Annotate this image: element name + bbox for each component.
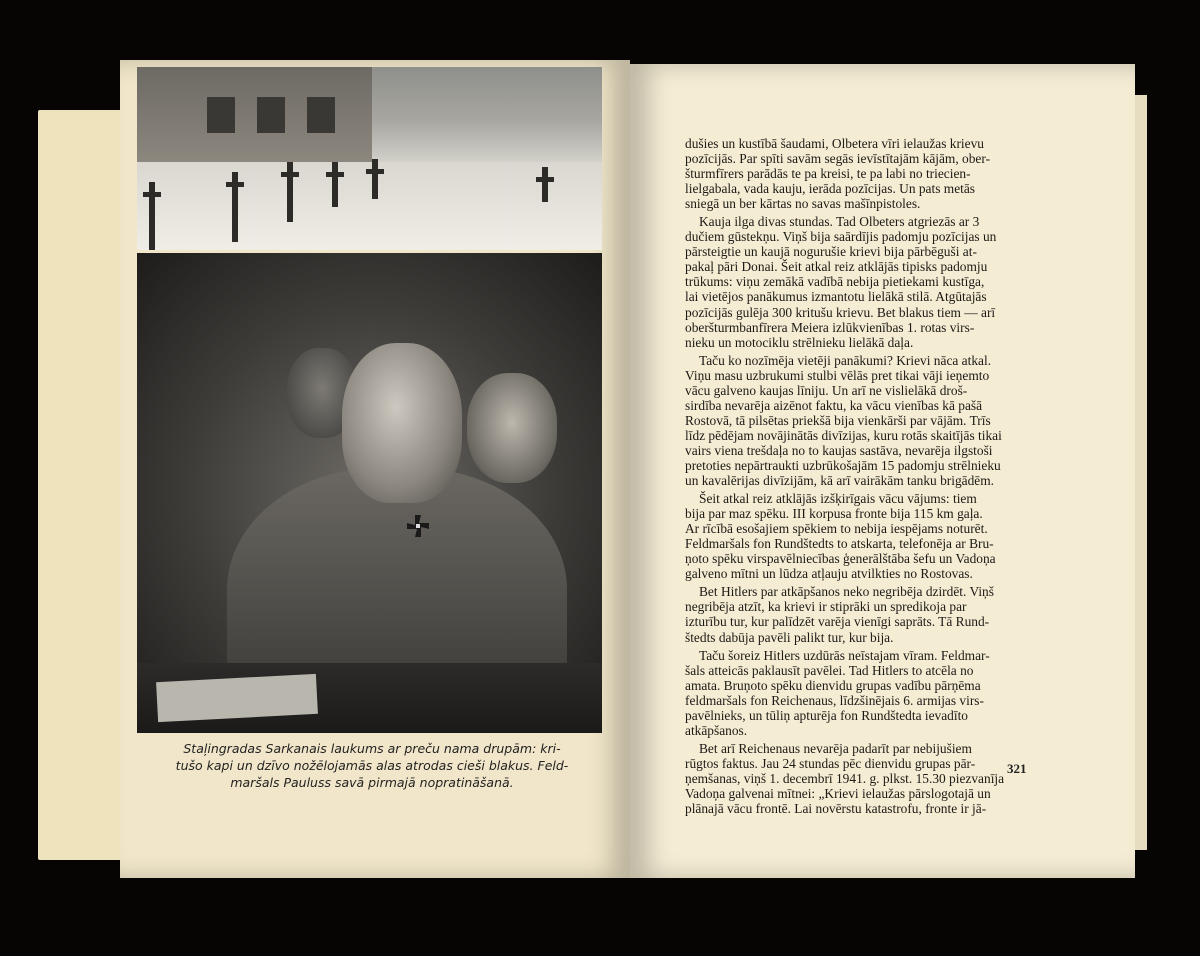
grave-cross xyxy=(232,172,238,242)
ruined-building xyxy=(137,67,372,162)
soldier-figure xyxy=(467,373,557,483)
building-window xyxy=(307,97,335,133)
open-book xyxy=(120,60,1135,880)
left-page xyxy=(120,60,630,878)
grave-cross xyxy=(542,167,548,202)
body-text xyxy=(685,136,1085,819)
paragraph: Taču šoreiz Hitlers uzdūrās neīstajam vīram. Feldmar- šals atteicās paklausīt pavēlei. Tad Hitlers to atcēla no amata. Bruņoto spēku dienvidu grupas vadību pārņēma feldmaršals fon Reichenaus, līdzšinējais 6. armijas virs- pavēlnieks, un tūliņ apturēja fon Rundštedta ievadīto atkāpšanos. xyxy=(685,647,990,738)
paragraph: Bet Hitlers par atkāpšanos neko negribēja dzirdēt. Viņš negribēja atzīt, ka krievi ir stiprāki un spredikoja par izturību tur, kur palīdzēt varēja vienīgi saprāts. Tā Rund- štedts dabūja pavēli palikt tur, kur bija. xyxy=(685,584,994,645)
papers-on-table xyxy=(156,674,318,722)
grave-cross xyxy=(149,182,155,250)
knights-cross-icon xyxy=(407,515,429,537)
paragraph: Bet arī Reichenaus nevarēja padarīt par nebijušiem rūgtos faktus. Jau 24 stundas pēc dienvidu grupas pār- ņemšanas, viņš 1. decembrī 1941. g. plkst. 15.30 piezvanīja Vadoņa galvenai mītnei: „Krievi ielaužas pārslogotajā un plānajā vācu frontē. Lai novērstu katastrofu, fronte ir jā- xyxy=(685,740,1005,817)
back-page-edge xyxy=(38,110,128,860)
paragraph: dušies un kustībā šaudami, Olbetera vīri ielaužas krievu pozīcijās. Par spīti savām segās ievīstītajām kājām, ober- šturmfīrers parādās te pa kreisi, te pa labi no triecien- lielgabala, vada kauju, ierāda pozīcijas. Un pats metās sniegā un ber kārtas no savas mašīnpistoles. xyxy=(685,136,991,212)
paragraph: Taču ko nozīmēja vietēji panākumi? Krievi nāca atkal. Viņu masu uzbrukumi stulbi vēlās pret tikai vāji ieņemto vācu galveno kaujas līniju. Un arī ne vislielākā droš- sirdība nevarēja aizēnot faktu, ka vācu vienības kā pašā Rostovā, tā pilsētas priekšā bija vienkārši par vājām. Trīs līdz pēdējam novājinātās divīzijas, kuru rotās skaitījās tikai vairs viena trešdaļa no to kaujas sastāva, nevarēja ilgstoši pretoties nepārtraukti uzbrūkošajām 15 padomju strēlnieku un kavalērijas divīzijām, kā arī vairākām tanku brigādēm. xyxy=(685,352,1002,489)
building-window xyxy=(257,97,285,133)
photo-caption xyxy=(142,740,602,791)
photo-field-marshal xyxy=(137,253,602,733)
right-page xyxy=(630,64,1135,878)
photo-ruins-graves xyxy=(137,67,602,250)
page-number: 321 xyxy=(1007,761,1027,776)
paragraph: Šeit atkal reiz atklājās izšķirīgais vācu vājums: tiem bija par maz spēku. III korpusa fronte bija 115 km gaļa. Ar rīcībā esošajiem spēkiem to nebija iespējams noturēt. Feldmaršals fon Rundštedts to atskarta, telefonēja ar Bru- ņoto spēku virspavēlniecības ģenerālštāba šefu un Vadoņa galveno mītni un lūdza atļauju atvilkties no Rostovas. xyxy=(685,491,996,582)
grave-cross xyxy=(287,162,293,222)
building-window xyxy=(207,97,235,133)
snow-field xyxy=(137,162,602,250)
caption-text: Staļingradas Sarkanais laukums ar preču nama drupām: kri- tušo kapi un dzīvo nožēlojamās alas atrodas cieši blakus. Feld- maršals Pauluss savā pirmajā nopratināšanā. xyxy=(175,741,569,790)
grave-cross xyxy=(332,162,338,207)
officer-head xyxy=(342,343,462,503)
paragraph: Kauja ilga divas stundas. Tad Olbeters atgriezās ar 3 dučiem gūstekņu. Viņš bija saārdījis padomju pozīcijas un pārsteigtie un kaujā nogurušie krievi bija pārbēguši at- pakaļ pāri Donai. Šeit atkal reiz atklājās tipisks padomju trūkums: viņu zemākā vadībā nebija pietiekami kustīga, lai vietējos panākumus izmantotu lielākā stilā. Atgūtajās pozīcijās gulēja 300 kritušu krievu. Bet blakus tiem — arī oberšturmbanfīrera Meiera izlūkvienības 1. rotas virs- nieku un motociklu strēlnieku lielākā daļa. xyxy=(685,214,997,350)
grave-cross xyxy=(372,159,378,199)
